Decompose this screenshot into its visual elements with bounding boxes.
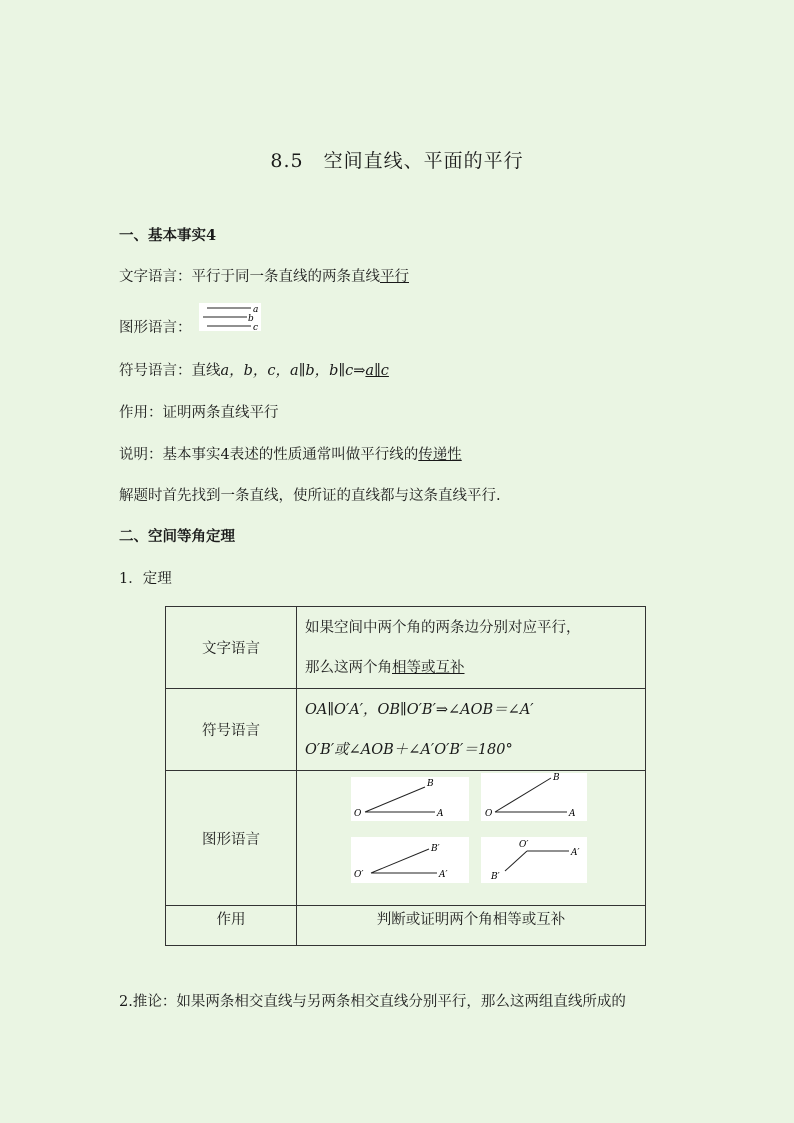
figure-panel [351,837,469,883]
label-b-prime: B′ [491,872,500,882]
angle-figures [305,771,637,905]
row-content-text-language [297,607,646,689]
label-o-prime: O′ [354,870,364,880]
label-b: B [553,773,560,783]
row-label-effect: 作用 [166,906,297,946]
label-b-prime: B′ [431,844,440,854]
row-content-effect: 判断或证明两个角相等或互补 [297,906,646,946]
label-b: b [248,314,254,324]
text-language-content-line2 [305,648,637,688]
label-o: O [485,809,493,819]
table-row [166,906,646,946]
label-a: A [569,809,576,819]
text-language-line [119,265,409,286]
row-content-symbol-language [297,689,646,771]
symbol-content-line1: OA∥O′A′，OB∥O′B′⇒∠AOB＝∠A′ [305,701,534,718]
symbol-language-vars: a，b，c，a∥b，b∥c⇒ [220,363,366,379]
table-row [166,607,646,689]
note-answer: 传递性 [418,447,462,463]
label-o: O [354,809,362,819]
label-a: a [253,305,259,315]
symbol-language-answer: a∥c [365,363,389,379]
row-label-symbol-language: 符号语言 [166,689,297,771]
symbol-language-line [119,359,389,380]
table-row [166,689,646,771]
text-language-content-prefix: 那么这两个角 [305,659,392,676]
row-label-figure-language: 图形语言 [166,771,297,906]
row-content-figure-language [297,771,646,906]
corollary-line: 2.推论：如果两条相交直线与另两条相交直线分别平行，那么这两组直线所成的 [119,994,626,1010]
label-o-prime: O′ [519,840,529,850]
note-prefix: 说明：基本事实4表述的性质通常叫做平行线的 [119,447,419,463]
label-c: c [253,323,259,331]
page-title: 8.5 空间直线、平面的平行 [270,150,524,172]
theorem-subheading: 1．定理 [119,571,172,587]
symbol-content-line2: O′B′或∠AOB＋∠A′O′B′＝180° [305,741,513,758]
label-a-prime: A′ [439,870,448,880]
note-line [119,443,462,464]
figure-panel [351,777,469,821]
label-b: B [427,779,434,789]
row-label-text-language: 文字语言 [166,607,297,689]
text-language-answer: 平行 [380,269,409,285]
section2-heading: 二、空间等角定理 [119,528,235,545]
figure-language-prefix: 图形语言： [119,320,192,336]
text-language-prefix: 文字语言：平行于同一条直线的两条直线 [119,269,380,285]
tip-line: 解题时首先找到一条直线，使所证的直线都与这条直线平行. [119,488,501,504]
theorem-table [165,606,646,946]
figure-language-line [119,316,192,337]
parallel-lines-figure [199,303,261,331]
text-language-content-line1: 如果空间中两个角的两条边分别对应平行， [305,619,581,636]
label-a-prime: A′ [571,848,580,858]
section1-heading: 一、基本事实4 [119,227,217,244]
symbol-language-prefix: 符号语言：直线 [119,363,221,379]
table-row [166,771,646,906]
text-language-content-answer: 相等或互补 [392,659,465,676]
label-a: A [437,809,444,819]
effect-line: 作用：证明两条直线平行 [119,405,279,421]
